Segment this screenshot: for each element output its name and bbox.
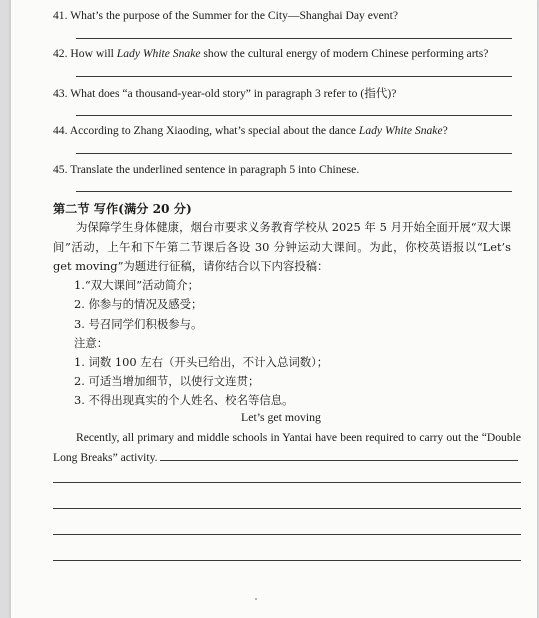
question-45 [53, 163, 359, 176]
essay-title: Let’s get moving [241, 410, 321, 424]
question-44 [53, 124, 448, 137]
answer-line-41[interactable] [76, 38, 512, 39]
question-text: What does “a thousand-year-old story” in paragraph 3 refer to (指代)? [70, 87, 397, 100]
essay-opening [53, 428, 521, 467]
question-text: How will [70, 47, 117, 60]
question-number: 41. [53, 9, 68, 22]
writing-line-4[interactable] [53, 560, 521, 561]
question-42 [53, 47, 488, 60]
question-number: 42. [53, 47, 68, 60]
writing-line-3[interactable] [53, 534, 521, 535]
content-point-2: 2. 你参与的情况及感受； [74, 297, 203, 311]
writing-prompt: 为保障学生身体健康，烟台市要求义务教育学校从 2025 年 5 月开始全面开展“双大课间”活动，上午和下午第二节课后各设 30 分钟运动大课间。为此，你校英语报以“Let’s get moving”为题进行征稿，请你结合以下内容投稿： [53, 220, 511, 273]
question-text: Translate the underlined sentence in paragraph 5 into Chinese. [70, 163, 360, 176]
section-heading: 第二节 写作(满分 20 分) [53, 202, 192, 216]
question-number: 45. [53, 163, 68, 176]
question-number: 43. [53, 87, 68, 100]
writing-line-1[interactable] [53, 482, 521, 483]
answer-line-43[interactable] [76, 115, 512, 116]
question-text: What’s the purpose of the Summer for the City—Shanghai Day event? [70, 9, 398, 22]
question-41 [53, 9, 398, 22]
question-text-end: ? [442, 124, 448, 137]
content-point-1: 1.“双大课间”活动简介； [74, 278, 200, 292]
essay-blank-inline[interactable] [160, 449, 518, 461]
work-title: Lady White Snake [116, 47, 201, 60]
work-title: Lady White Snake [358, 124, 443, 137]
answer-line-42[interactable] [76, 76, 512, 77]
answer-line-45[interactable] [76, 191, 512, 192]
essay-opening-text: Recently, all primary and middle schools in Yantai have been required to carry out the “Double Long Breaks” activity. [53, 431, 521, 464]
content-point-3: 3. 号召同学们积极参与。 [74, 317, 203, 331]
answer-line-44[interactable] [76, 153, 512, 154]
question-text: According to Zhang Xiaoding, what’s special about the dance [69, 124, 359, 137]
note-2: 2. 可适当增加细节，以使行文连贯； [74, 374, 260, 388]
question-number: 44. [53, 124, 68, 137]
exam-page [10, 0, 538, 618]
scan-speck [255, 598, 257, 600]
note-1: 1. 词数 100 左右（开头已给出，不计入总词数）； [74, 355, 329, 369]
note-3: 3. 不得出现真实的个人姓名、校名等信息。 [74, 393, 294, 407]
notes-label: 注意： [74, 336, 109, 350]
question-text-end: show the cultural energy of modern Chinese performing arts? [200, 47, 489, 60]
writing-line-2[interactable] [53, 508, 521, 509]
question-43 [53, 85, 396, 101]
